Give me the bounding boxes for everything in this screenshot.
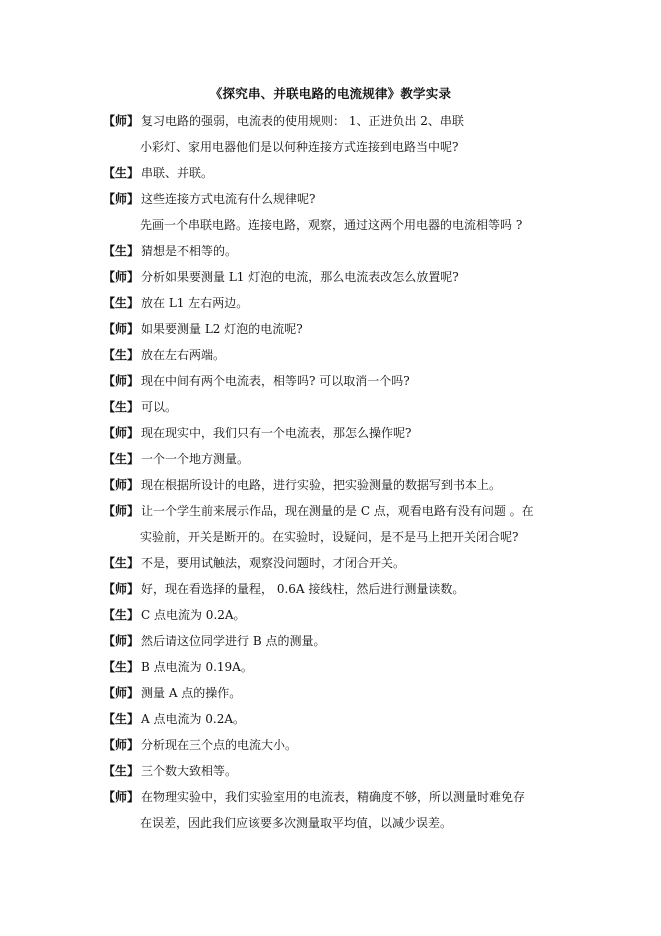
speaker-label: 【生】 <box>103 608 140 622</box>
dialogue-line <box>103 607 583 623</box>
speaker-label: 【师】 <box>103 504 140 518</box>
speaker-label: 【生】 <box>103 166 140 180</box>
dialogue-line <box>103 425 583 441</box>
speaker-label: 【师】 <box>103 322 140 336</box>
line-text: 放在 L1 左右两边。 <box>141 296 249 310</box>
line-text: 好，现在看选择的量程， 0.6A 接线柱，然后进行测量读数。 <box>141 582 465 596</box>
speaker-label: 【生】 <box>103 712 140 726</box>
dialogue-line <box>103 685 583 701</box>
line-text: 让一个学生前来展示作品，现在测量的是 C 点，观看电路有没有问题 。在 <box>141 504 534 518</box>
dialogue-line <box>103 503 583 519</box>
dialogue-line-continuation <box>140 139 620 155</box>
speaker-label: 【生】 <box>103 400 140 414</box>
line-text: 放在左右两端。 <box>141 348 226 362</box>
speaker-label: 【师】 <box>103 582 140 596</box>
line-text: 不是，要用试触法，观察没问题时，才闭合开关。 <box>141 556 406 570</box>
dialogue-line <box>103 737 583 753</box>
dialogue-line-continuation <box>140 815 620 831</box>
dialogue-line <box>103 165 583 181</box>
line-text: 现在根据所设计的电路，进行实验，把实验测量的数据写到书本上。 <box>141 478 502 492</box>
dialogue-line <box>103 399 583 415</box>
speaker-label: 【生】 <box>103 296 140 310</box>
line-text: 猜想是不相等的。 <box>141 244 238 258</box>
line-text: 一个一个地方测量。 <box>141 452 250 466</box>
line-text: 可以。 <box>141 400 178 414</box>
line-text: 分析现在三个点的电流大小。 <box>141 738 298 752</box>
dialogue-line <box>103 113 583 129</box>
speaker-label: 【师】 <box>103 270 140 284</box>
speaker-label: 【生】 <box>103 764 140 778</box>
line-text: 现在中间有两个电流表，相等吗? 可以取消一个吗? <box>141 374 410 388</box>
speaker-label: 【师】 <box>103 114 140 128</box>
line-text: 小彩灯、家用电器他们是以何种连接方式连接到电路当中呢? <box>140 140 459 154</box>
speaker-label: 【生】 <box>103 660 140 674</box>
line-text: 复习电路的强弱，电流表的使用规则： 1、正进负出 2、串联 <box>141 114 464 128</box>
dialogue-line <box>103 295 583 311</box>
dialogue-line <box>103 581 583 597</box>
speaker-label: 【生】 <box>103 556 140 570</box>
speaker-label: 【师】 <box>103 634 140 648</box>
dialogue-line <box>103 269 583 285</box>
speaker-label: 【师】 <box>103 426 140 440</box>
line-text: B 点电流为 0.19A。 <box>141 660 253 674</box>
line-text: 然后请这位同学进行 B 点的测量。 <box>141 634 326 648</box>
dialogue-line <box>103 373 583 389</box>
line-text: C 点电流为 0.2A。 <box>141 608 246 622</box>
line-text: 串联、并联。 <box>141 166 214 180</box>
speaker-label: 【师】 <box>103 790 140 804</box>
dialogue-line <box>103 659 583 675</box>
line-text: 分析如果要测量 L1 灯泡的电流，那么电流表改怎么放置呢? <box>141 270 459 284</box>
dialogue-line <box>103 763 583 779</box>
line-text: 如果要测量 L2 灯泡的电流呢? <box>141 322 303 336</box>
line-text: 先画一个串联电路。连接电路，观察，通过这两个用电器的电流相等吗 ? <box>140 218 523 232</box>
line-text: A 点电流为 0.2A。 <box>141 712 246 726</box>
dialogue-line-continuation <box>140 529 620 545</box>
dialogue-line <box>103 477 583 493</box>
line-text: 在误差，因此我们应该要多次测量取平均值，以减少误差。 <box>140 816 453 830</box>
dialogue-line <box>103 789 583 805</box>
speaker-label: 【师】 <box>103 478 140 492</box>
dialogue-line <box>103 711 583 727</box>
document-title: 《探究串、并联电路的电流规律》教学实录 <box>209 86 452 101</box>
dialogue-line <box>103 451 583 467</box>
dialogue-line <box>103 191 583 207</box>
line-text: 三个数大致相等。 <box>141 764 238 778</box>
dialogue-line <box>103 633 583 649</box>
speaker-label: 【师】 <box>103 192 140 206</box>
speaker-label: 【生】 <box>103 244 140 258</box>
speaker-label: 【师】 <box>103 686 140 700</box>
speaker-label: 【师】 <box>103 374 140 388</box>
line-text: 这些连接方式电流有什么规律呢? <box>141 192 316 206</box>
dialogue-line <box>103 321 583 337</box>
speaker-label: 【生】 <box>103 348 140 362</box>
dialogue-line <box>103 555 583 571</box>
line-text: 实验前，开关是断开的。在实验时，设疑问，是不是马上把开关闭合呢? <box>140 530 519 544</box>
dialogue-line-continuation <box>140 217 620 233</box>
line-text: 在物理实验中，我们实验室用的电流表，精确度不够，所以测量时难免存 <box>141 790 526 804</box>
line-text: 测量 A 点的操作。 <box>141 686 242 700</box>
line-text: 现在现实中，我们只有一个电流表，那怎么操作呢? <box>141 426 412 440</box>
dialogue-line <box>103 347 583 363</box>
speaker-label: 【生】 <box>103 452 140 466</box>
dialogue-line <box>103 243 583 259</box>
speaker-label: 【师】 <box>103 738 140 752</box>
